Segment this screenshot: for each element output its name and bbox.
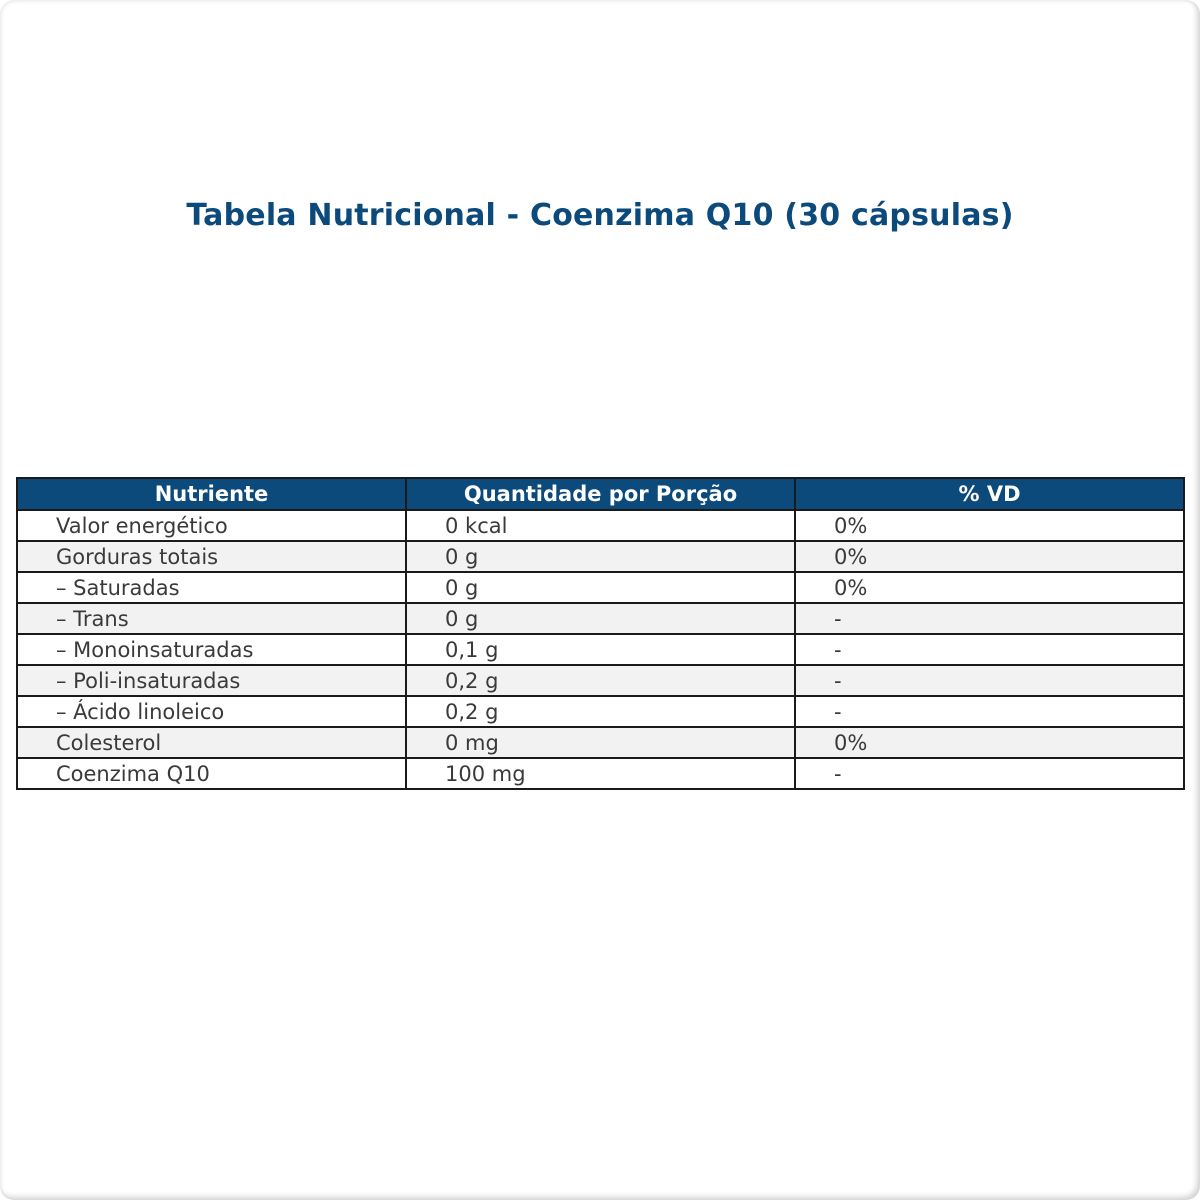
table-row [17, 758, 1184, 789]
amount-cell: 0,2 g [406, 665, 795, 696]
nutrient-cell: – Poli-insaturadas [17, 665, 406, 696]
table-header-row [17, 478, 1184, 510]
daily-value-cell: 0% [795, 572, 1184, 603]
table-row [17, 603, 1184, 634]
amount-cell: 0 g [406, 603, 795, 634]
header-nutrient: Nutriente [17, 478, 406, 510]
header-amount: Quantidade por Porção [406, 478, 795, 510]
table-row [17, 510, 1184, 541]
nutrient-cell: Coenzima Q10 [17, 758, 406, 789]
daily-value-cell: - [795, 634, 1184, 665]
nutrition-table [16, 477, 1185, 790]
amount-cell: 0 kcal [406, 510, 795, 541]
page-title: Tabela Nutricional - Coenzima Q10 (30 cápsulas) [186, 198, 1014, 233]
table-row [17, 634, 1184, 665]
nutrient-cell: – Saturadas [17, 572, 406, 603]
daily-value-cell: - [795, 665, 1184, 696]
nutrient-cell: Colesterol [17, 727, 406, 758]
amount-cell: 0,1 g [406, 634, 795, 665]
daily-value-cell: - [795, 603, 1184, 634]
nutrient-cell: Valor energético [17, 510, 406, 541]
table-row [17, 665, 1184, 696]
nutrient-cell: – Monoinsaturadas [17, 634, 406, 665]
amount-cell: 0 g [406, 572, 795, 603]
amount-cell: 0 g [406, 541, 795, 572]
daily-value-cell: - [795, 696, 1184, 727]
table-row [17, 696, 1184, 727]
daily-value-cell: 0% [795, 541, 1184, 572]
daily-value-cell: 0% [795, 727, 1184, 758]
nutrient-cell: Gorduras totais [17, 541, 406, 572]
header-daily-value: % VD [795, 478, 1184, 510]
daily-value-cell: - [795, 758, 1184, 789]
amount-cell: 0 mg [406, 727, 795, 758]
amount-cell: 100 mg [406, 758, 795, 789]
table-row [17, 727, 1184, 758]
table-row [17, 541, 1184, 572]
nutrient-cell: – Ácido linoleico [17, 696, 406, 727]
daily-value-cell: 0% [795, 510, 1184, 541]
amount-cell: 0,2 g [406, 696, 795, 727]
nutrient-cell: – Trans [17, 603, 406, 634]
table-row [17, 572, 1184, 603]
